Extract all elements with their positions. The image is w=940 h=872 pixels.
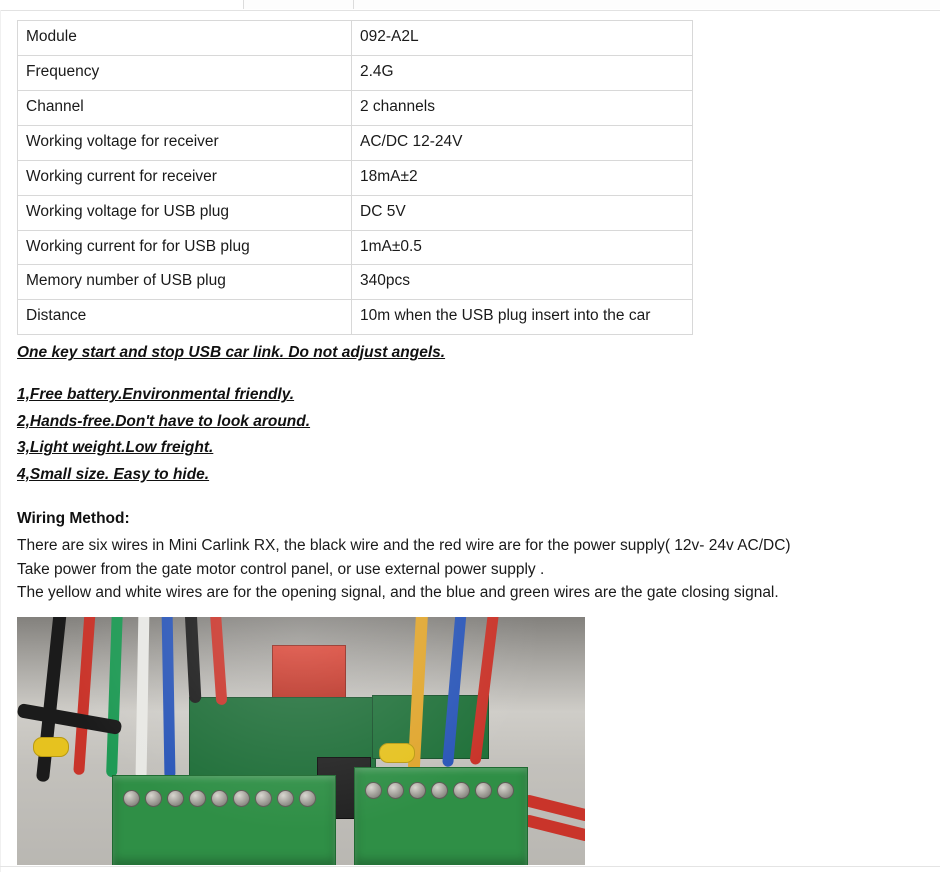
- spec-key: Channel: [18, 90, 352, 125]
- spec-value: 2 channels: [352, 90, 693, 125]
- spec-key: Memory number of USB plug: [18, 265, 352, 300]
- spec-key: Working current for receiver: [18, 160, 352, 195]
- list-item: 3,Light weight.Low freight.: [17, 439, 214, 457]
- table-row: [18, 21, 693, 56]
- list-item: 2,Hands-free.Don't have to look around.: [17, 412, 311, 430]
- wiring-photo: [17, 617, 585, 865]
- spec-value: 340pcs: [352, 265, 693, 300]
- spec-value: 10m when the USB plug insert into the car: [352, 300, 693, 335]
- feature-list: [17, 387, 927, 482]
- table-row: [18, 125, 693, 160]
- list-item: 4,Small size. Easy to hide.: [17, 465, 210, 483]
- table-row: [18, 230, 693, 265]
- spec-value: DC 5V: [352, 195, 693, 230]
- tagline: [17, 344, 927, 362]
- spec-key: Frequency: [18, 55, 352, 90]
- wiring-line: There are six wires in Mini Carlink RX, the black wire and the red wire are for the power supply( 12v- 24v AC/DC): [17, 537, 791, 555]
- table-row: [18, 90, 693, 125]
- spec-key: Working voltage for receiver: [18, 125, 352, 160]
- wiring-photo-image: [17, 617, 585, 865]
- top-strip-segment-left: [243, 0, 355, 9]
- spec-key: Module: [18, 21, 352, 56]
- wiring-method-body: [17, 534, 927, 605]
- spec-key: Working current for for USB plug: [18, 230, 352, 265]
- table-row: [18, 195, 693, 230]
- specification-table: [17, 20, 693, 335]
- top-partial-strip: [0, 0, 940, 11]
- content-column: [17, 20, 927, 865]
- wiring-line: The yellow and white wires are for the opening signal, and the blue and green wires are the gate closing signal.: [17, 584, 779, 602]
- spec-value: 1mA±0.5: [352, 230, 693, 265]
- wiring-method-heading: Wiring Method:: [17, 510, 130, 528]
- table-row: [18, 265, 693, 300]
- table-row: [18, 55, 693, 90]
- table-row: [18, 160, 693, 195]
- bottom-rule: [0, 866, 940, 867]
- top-strip-segment-right: [353, 0, 940, 9]
- list-item: 1,Free battery.Environmental friendly.: [17, 386, 295, 404]
- spec-key: Working voltage for USB plug: [18, 195, 352, 230]
- spec-value: 2.4G: [352, 55, 693, 90]
- spec-value: 092-A2L: [352, 21, 693, 56]
- left-page-rule: [0, 10, 1, 872]
- spec-value: AC/DC 12-24V: [352, 125, 693, 160]
- wiring-line: Take power from the gate motor control panel, or use external power supply .: [17, 560, 545, 578]
- photo-highlight: [17, 617, 585, 865]
- tagline-text: One key start and stop USB car link. Do not adjust angels.: [17, 344, 446, 362]
- spec-value: 18mA±2: [352, 160, 693, 195]
- spec-key: Distance: [18, 300, 352, 335]
- table-row: [18, 300, 693, 335]
